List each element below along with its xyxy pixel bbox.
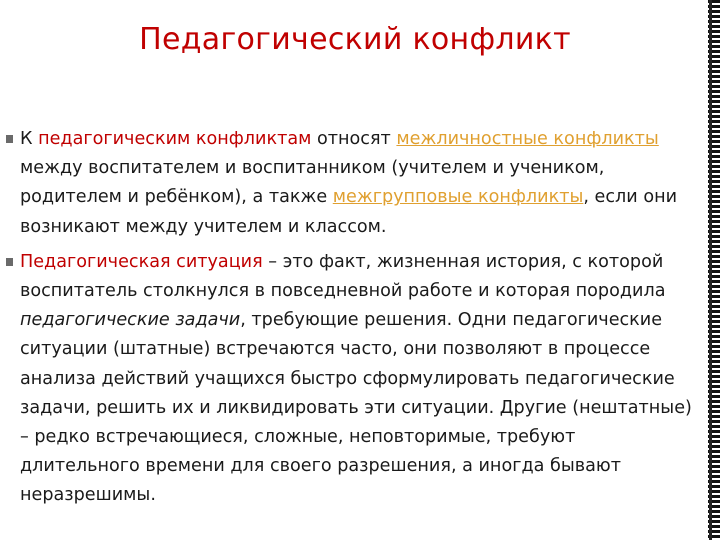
- text-segment: , если они возникают между учителем и классом.: [20, 187, 678, 237]
- page-title: Педагогический конфликт: [139, 22, 571, 57]
- edge-line: [709, 0, 712, 540]
- square-bullet-icon: [6, 258, 13, 266]
- decorative-edge-stripe: [698, 0, 720, 540]
- paragraph-conflicts: [6, 125, 696, 242]
- link-interpersonal-conflicts[interactable]: межличностные конфликты: [396, 129, 659, 149]
- square-bullet-icon: [6, 135, 13, 143]
- text-segment: К: [20, 129, 39, 149]
- paragraph-situation: [6, 248, 696, 511]
- slide-body: [6, 125, 696, 517]
- link-intergroup-conflicts[interactable]: межгрупповые конфликты: [332, 187, 584, 208]
- term-pedagogical-tasks: педагогические задачи: [20, 310, 241, 331]
- term-pedagogical-situation: Педагогическая ситуация: [20, 251, 263, 272]
- text-segment: относят: [311, 129, 397, 149]
- text-segment: , требующие решения. Одни педагогические ситуации (штатные) встречаются часто, они позволяют в процессе анализа действий учащихся быстро сформулировать педагогические задачи, решить их и ликвидировать эти ситуации. Другие (нештатные) – редко встречающиеся, сложные, неповторимые, требуют длительного времени для своего разрешения, а иногда бывают неразрешимы.: [20, 310, 692, 506]
- text-segment: между воспитателем и воспитанником (учителем и учеником, родителем и ребёнком), а также: [20, 158, 605, 208]
- text-segment: – это факт, жизненная история, с которой воспитатель столкнулся в повседневной работе и которая породила: [20, 251, 666, 302]
- term-pedagogical-conflicts: педагогическим конфликтам: [38, 129, 312, 149]
